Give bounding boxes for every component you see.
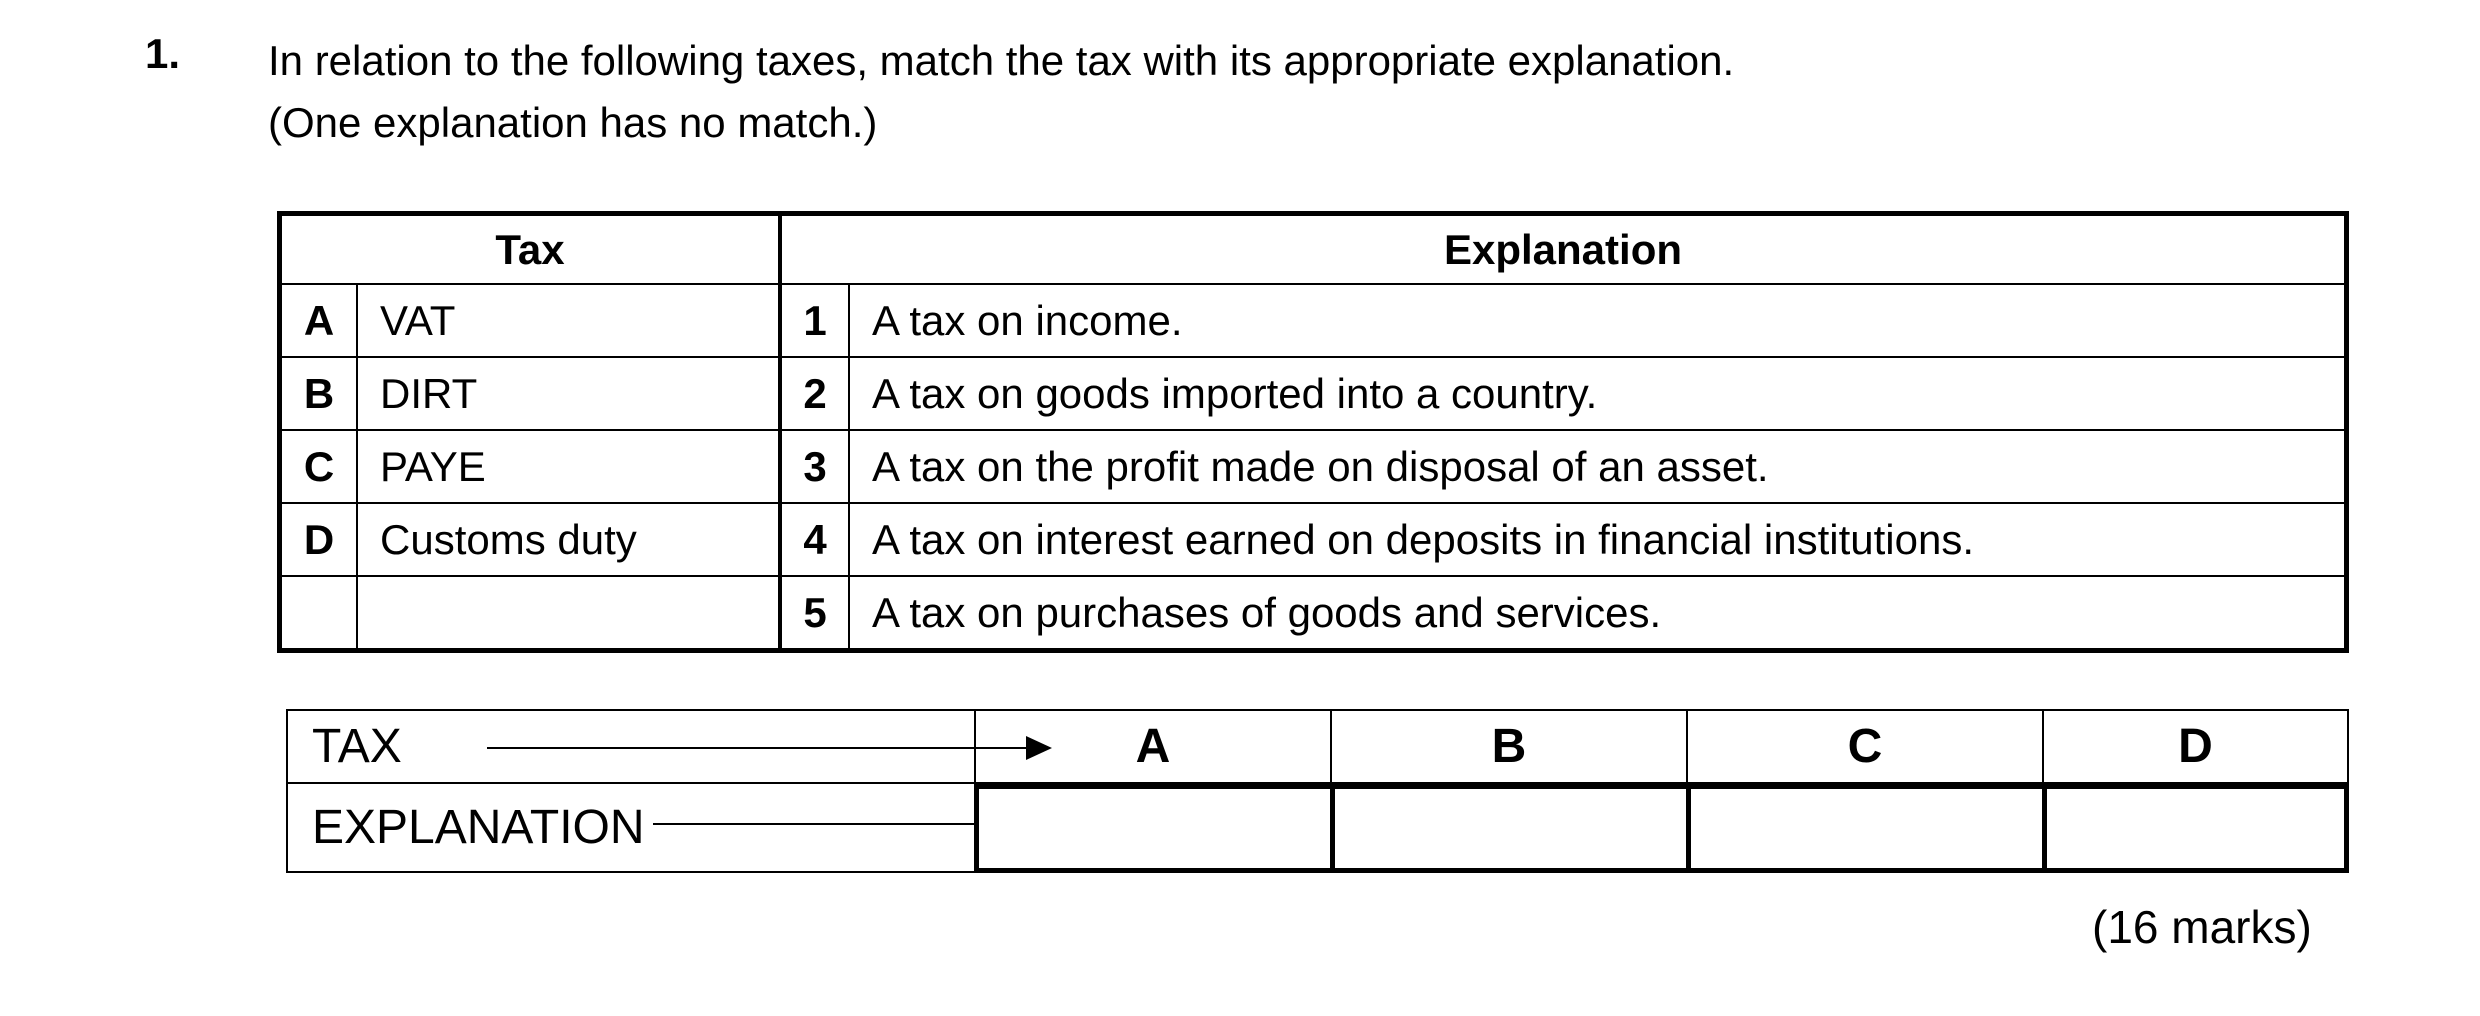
- tax-name: VAT: [357, 284, 780, 357]
- tax-name: DIRT: [357, 357, 780, 430]
- explanation-label: EXPLANATION: [312, 801, 645, 854]
- table-row: [280, 576, 2347, 651]
- tax-letter: A: [280, 284, 358, 357]
- answer-cell-a[interactable]: [974, 784, 1335, 873]
- explanation-row-label: [286, 782, 976, 873]
- marks-label: (16 marks): [2092, 901, 2312, 953]
- table-row: [280, 357, 2347, 430]
- table-row: [280, 430, 2347, 503]
- tax-letter: B: [280, 357, 358, 430]
- tax-letter: D: [280, 503, 358, 576]
- answer-cell-c[interactable]: [1686, 784, 2047, 873]
- tax-name: Customs duty: [357, 503, 780, 576]
- explanation-number: 5: [780, 576, 849, 651]
- explanation-number: 2: [780, 357, 849, 430]
- answer-column-b: B: [1330, 709, 1688, 784]
- answer-cell-d[interactable]: [2042, 784, 2349, 873]
- table-row: [280, 503, 2347, 576]
- explanation-text: A tax on the profit made on disposal of an asset.: [849, 430, 2347, 503]
- tax-header: Tax: [280, 214, 781, 285]
- explanation-number: 4: [780, 503, 849, 576]
- answer-column-c: C: [1686, 709, 2044, 784]
- tax-letter: [280, 576, 358, 651]
- explanation-text: A tax on purchases of goods and services.: [849, 576, 2347, 651]
- tax-name: PAYE: [357, 430, 780, 503]
- explanation-text: A tax on interest earned on deposits in financial institutions.: [849, 503, 2347, 576]
- explanation-text: A tax on income.: [849, 284, 2347, 357]
- tax-letter: C: [280, 430, 358, 503]
- question-line-1: In relation to the following taxes, match the tax with its appropriate explanation.: [268, 37, 1735, 84]
- question-number: 1.: [145, 30, 181, 77]
- question-text: [268, 30, 1734, 154]
- explanation-number: 3: [780, 430, 849, 503]
- answer-column-d: D: [2042, 709, 2349, 784]
- tax-label: TAX: [312, 720, 402, 773]
- question-line-2: (One explanation has no match.): [268, 99, 878, 146]
- table-row: [280, 284, 2347, 357]
- tax-name: [357, 576, 780, 651]
- matching-table: [277, 211, 2349, 653]
- explanation-number: 1: [780, 284, 849, 357]
- explanation-header: Explanation: [780, 214, 2347, 285]
- header-row: [280, 214, 2347, 285]
- answer-grid: [286, 709, 2349, 873]
- answer-cell-b[interactable]: [1330, 784, 1691, 873]
- answer-column-a: A: [974, 709, 1332, 784]
- explanation-text: A tax on goods imported into a country.: [849, 357, 2347, 430]
- tax-arrow-line: [487, 747, 1037, 749]
